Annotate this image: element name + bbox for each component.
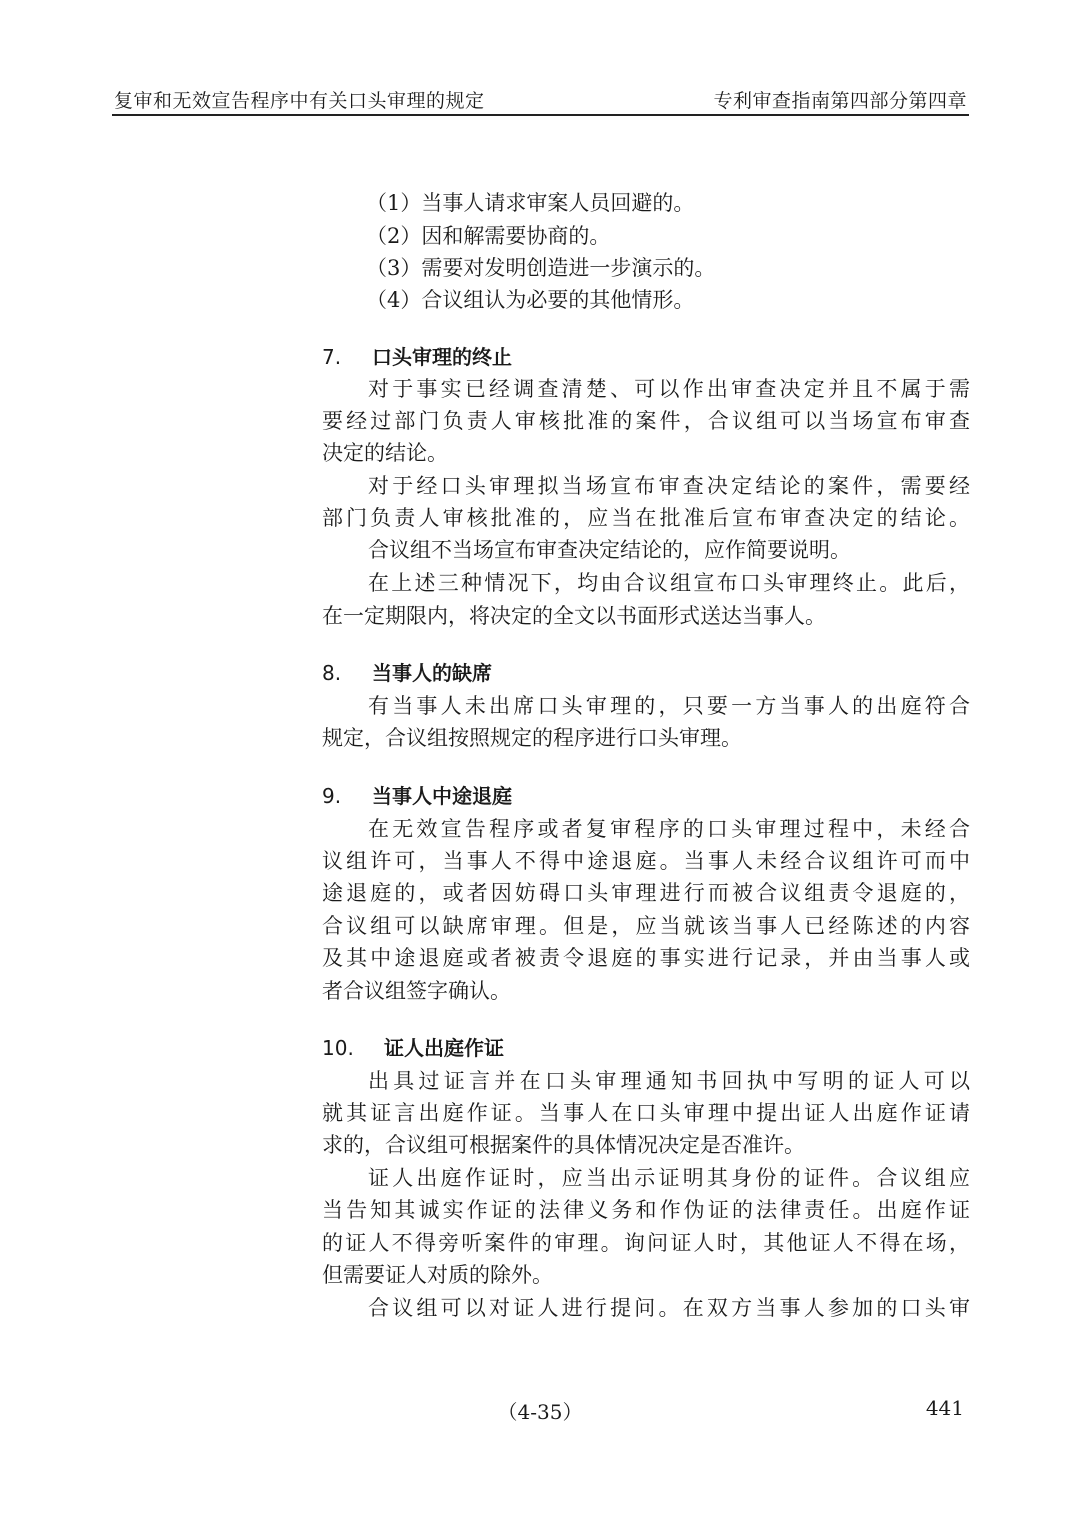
- paragraph-line: 但需要证人对质的除外。: [322, 1263, 553, 1287]
- paragraph-line: 对于经口头审理拟当场宣布审查决定结论的案件，需要经: [368, 474, 970, 498]
- paragraph-line: 对于事实已经调查清楚、可以作出审查决定并且不属于需: [368, 377, 970, 401]
- paragraph-line: 合议组可以对证人进行提问。在双方当事人参加的口头审: [368, 1296, 970, 1320]
- paragraph-line: 规定，合议组按照规定的程序进行口头审理。: [322, 726, 742, 750]
- paragraph-line: 决定的结论。: [322, 441, 448, 465]
- paragraph-line: 求的，合议组可根据案件的具体情况决定是否准许。: [322, 1133, 805, 1157]
- paragraph-line: 就其证言出庭作证。当事人在口头审理中提出证人出庭作证请: [322, 1101, 970, 1125]
- paragraph-line: 要经过部门负责人审核批准的案件，合议组可以当场宣布审查: [322, 409, 970, 433]
- list-item: （3）需要对发明创造进一步演示的。: [366, 256, 716, 280]
- paragraph-line: 及其中途退庭或者被责令退庭的事实进行记录，并由当事人或: [322, 946, 970, 970]
- page-number: 441: [925, 1396, 964, 1420]
- header-chapter-title: 复审和无效宣告程序中有关口头审理的规定: [114, 90, 485, 112]
- list-item: （4）合议组认为必要的其他情形。: [366, 288, 695, 312]
- paragraph-line: 途退庭的，或者因妨碍口头审理进行而被合议组责令退庭的，: [322, 881, 970, 905]
- list-item: （2）因和解需要协商的。: [366, 224, 611, 248]
- paragraph-line: 部门负责人审核批准的，应当在批准后宣布审查决定的结论。: [322, 506, 970, 530]
- list-item: （1）当事人请求审案人员回避的。: [366, 191, 695, 215]
- paragraph-line: 者合议组签字确认。: [322, 979, 511, 1003]
- section-page-number: （4-35）: [497, 1400, 583, 1424]
- paragraph-line: 证人出庭作证时，应当出示证明其身份的证件。合议组应: [368, 1166, 970, 1190]
- paragraph-line: 出具过证言并在口头审理通知书回执中写明的证人可以: [368, 1069, 970, 1093]
- section-heading-8: 8. 当事人的缺席: [322, 661, 492, 685]
- paragraph-line: 议组许可，当事人不得中途退庭。当事人未经合议组许可而中: [322, 849, 970, 873]
- section-heading-10: 10. 证人出庭作证: [322, 1036, 504, 1060]
- paragraph-line: 合议组不当场宣布审查决定结论的，应作简要说明。: [368, 538, 851, 562]
- paragraph-line: 的证人不得旁听案件的审理。询问证人时，其他证人不得在场，: [322, 1231, 970, 1255]
- paragraph-line: 有当事人未出席口头审理的，只要一方当事人的出庭符合: [368, 694, 970, 718]
- header-book-title: 专利审查指南第四部分第四章: [713, 90, 967, 112]
- running-header: [112, 84, 969, 116]
- paragraph-line: 当告知其诚实作证的法律义务和作伪证的法律责任。出庭作证: [322, 1198, 970, 1222]
- section-heading-7: 7. 口头审理的终止: [322, 345, 512, 369]
- paragraph-line: 合议组可以缺席审理。但是，应当就该当事人已经陈述的内容: [322, 914, 970, 938]
- section-heading-9: 9. 当事人中途退庭: [322, 784, 512, 808]
- paragraph-line: 在一定期限内，将决定的全文以书面形式送达当事人。: [322, 604, 826, 628]
- paragraph-line: 在无效宣告程序或者复审程序的口头审理过程中，未经合: [368, 817, 970, 841]
- paragraph-line: 在上述三种情况下，均由合议组宣布口头审理终止。此后，: [368, 571, 970, 595]
